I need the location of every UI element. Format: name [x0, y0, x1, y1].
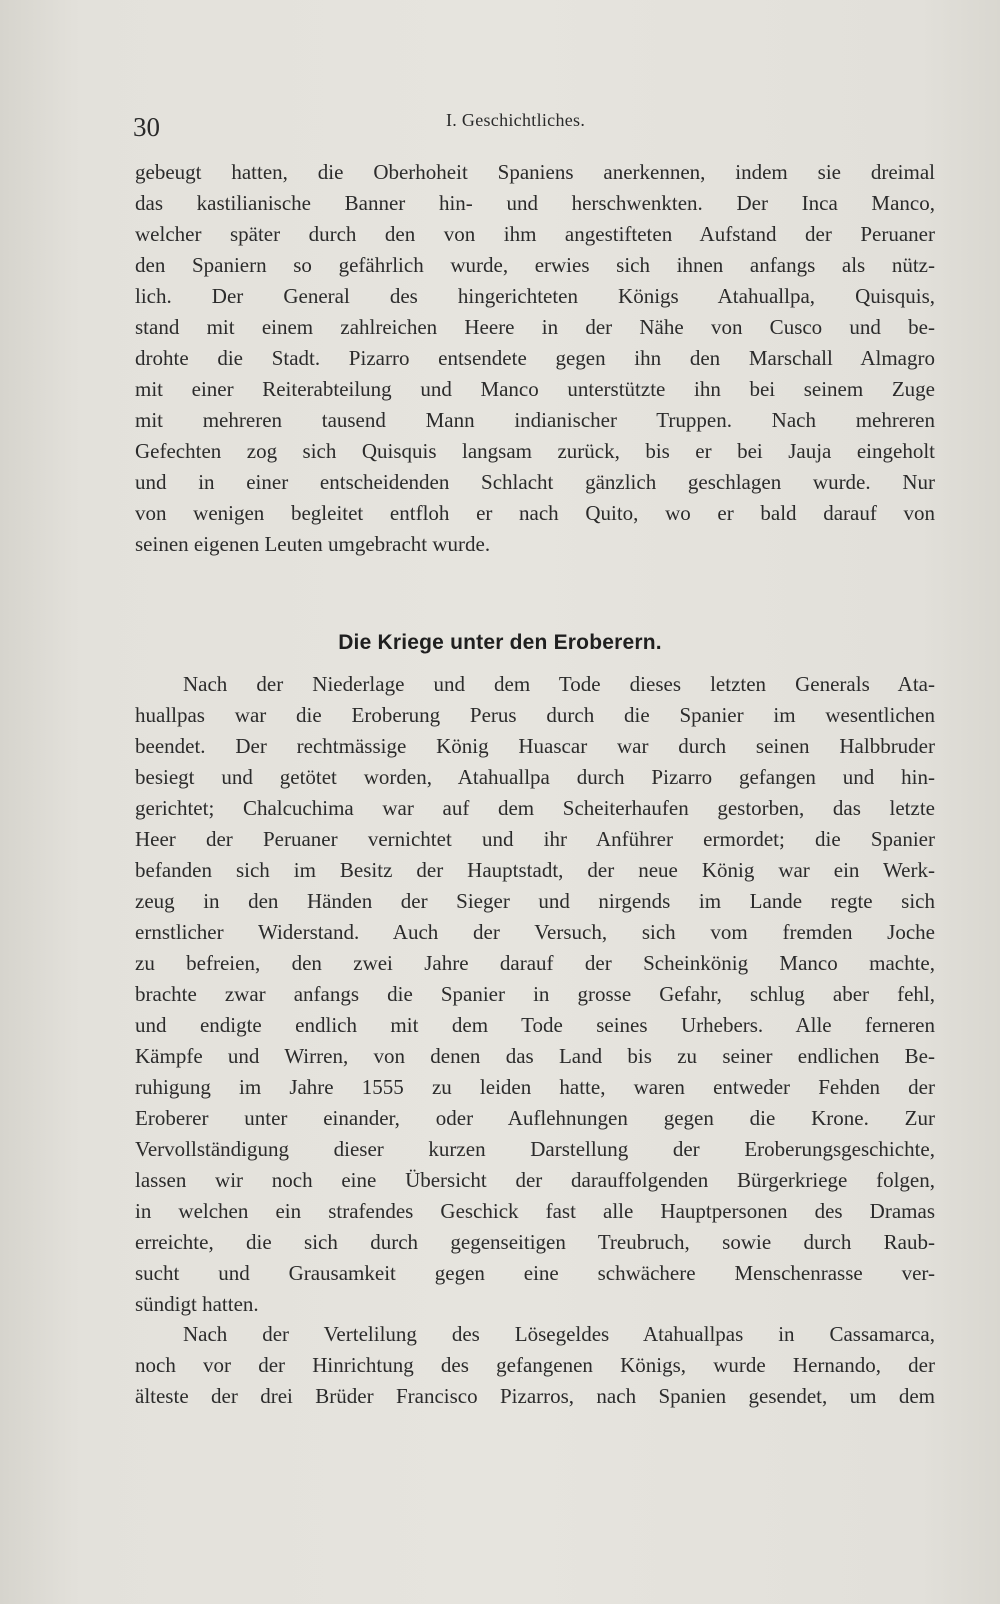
text-line: Kämpfe und Wirren, von denen das Land bis zu seiner endlichen Be-: [135, 1044, 935, 1068]
page-header: [133, 110, 933, 146]
text-line: welcher später durch den von ihm angestifteten Aufstand der Peruaner: [135, 222, 935, 246]
text-line: in welchen ein strafendes Geschick fast alle Hauptpersonen des Dramas: [135, 1199, 935, 1223]
text-line: ruhigung im Jahre 1555 zu leiden hatte, waren entweder Fehden der: [135, 1075, 935, 1099]
text-line: Heer der Peruaner vernichtet und ihr Anführer ermordet; die Spanier: [135, 827, 935, 851]
text-line: gebeugt hatten, die Oberhoheit Spaniens anerkennen, indem sie dreimal: [135, 160, 935, 184]
text-line: erreichte, die sich durch gegenseitigen Treubruch, sowie durch Raub-: [135, 1230, 935, 1254]
text-line: Nach der Niederlage und dem Tode dieses letzten Generals Ata-: [183, 672, 935, 696]
text-line: älteste der drei Brüder Francisco Pizarros, nach Spanien gesendet, um dem: [135, 1384, 935, 1408]
text-line: das kastilianische Banner hin- und herschwenkten. Der Inca Manco,: [135, 191, 935, 215]
text-line: seinen eigenen Leuten umgebracht wurde.: [135, 532, 491, 556]
text-line: lassen wir noch eine Übersicht der darauffolgenden Bürgerkriege folgen,: [135, 1168, 935, 1192]
text-line: brachte zwar anfangs die Spanier in grosse Gefahr, schlug aber fehl,: [135, 982, 935, 1006]
text-line: noch vor der Hinrichtung des gefangenen Königs, wurde Hernando, der: [135, 1353, 935, 1377]
text-line: den Spaniern so gefährlich wurde, erwies sich ihnen anfangs als nütz-: [135, 253, 935, 277]
text-line: sündigt hatten.: [135, 1292, 259, 1316]
text-line: lich. Der General des hingerichteten Königs Atahuallpa, Quisquis,: [135, 284, 935, 308]
text-line: gerichtet; Chalcuchima war auf dem Scheiterhaufen gestorben, das letzte: [135, 796, 935, 820]
page-number: 30: [133, 112, 160, 142]
text-line: von wenigen begleitet entfloh er nach Quito, wo er bald darauf von: [135, 501, 935, 525]
text-line: stand mit einem zahlreichen Heere in der Nähe von Cusco und be-: [135, 315, 935, 339]
section-heading: Die Kriege unter den Eroberern.: [338, 631, 662, 654]
text-line: befanden sich im Besitz der Hauptstadt, der neue König war ein Werk-: [135, 858, 935, 882]
text-line: mit einer Reiterabteilung und Manco unterstützte ihn bei seinem Zuge: [135, 377, 935, 401]
text-line: besiegt und getötet worden, Atahuallpa durch Pizarro gefangen und hin-: [135, 765, 935, 789]
text-line: zu befreien, den zwei Jahre darauf der Scheinkönig Manco machte,: [135, 951, 935, 975]
text-line: Eroberer unter einander, oder Auflehnungen gegen die Krone. Zur: [135, 1106, 935, 1130]
running-head: I. Geschichtliches.: [446, 110, 586, 130]
text-line: sucht und Grausamkeit gegen eine schwächere Menschenrasse ver-: [135, 1261, 935, 1285]
text-line: beendet. Der rechtmässige König Huascar war durch seinen Halbbruder: [135, 734, 935, 758]
text-line: huallpas war die Eroberung Perus durch die Spanier im wesentlichen: [135, 703, 935, 727]
text-line: Gefechten zog sich Quisquis langsam zurück, bis er bei Jauja eingeholt: [135, 439, 935, 463]
text-line: mit mehreren tausend Mann indianischer Truppen. Nach mehreren: [135, 408, 935, 432]
text-line: und in einer entscheidenden Schlacht gänzlich geschlagen wurde. Nur: [135, 470, 935, 494]
text-line: drohte die Stadt. Pizarro entsendete gegen ihn den Marschall Almagro: [135, 346, 935, 370]
text-line: ernstlicher Widerstand. Auch der Versuch, sich vom fremden Joche: [135, 920, 935, 944]
text-line: Nach der Vertelilung des Lösegeldes Atahuallpas in Cassamarca,: [183, 1322, 935, 1346]
text-line: Vervollständigung dieser kurzen Darstellung der Eroberungsgeschichte,: [135, 1137, 935, 1161]
text-line: und endigte endlich mit dem Tode seines Urhebers. Alle ferneren: [135, 1013, 935, 1037]
text-line: zeug in den Händen der Sieger und nirgends im Lande regte sich: [135, 889, 935, 913]
